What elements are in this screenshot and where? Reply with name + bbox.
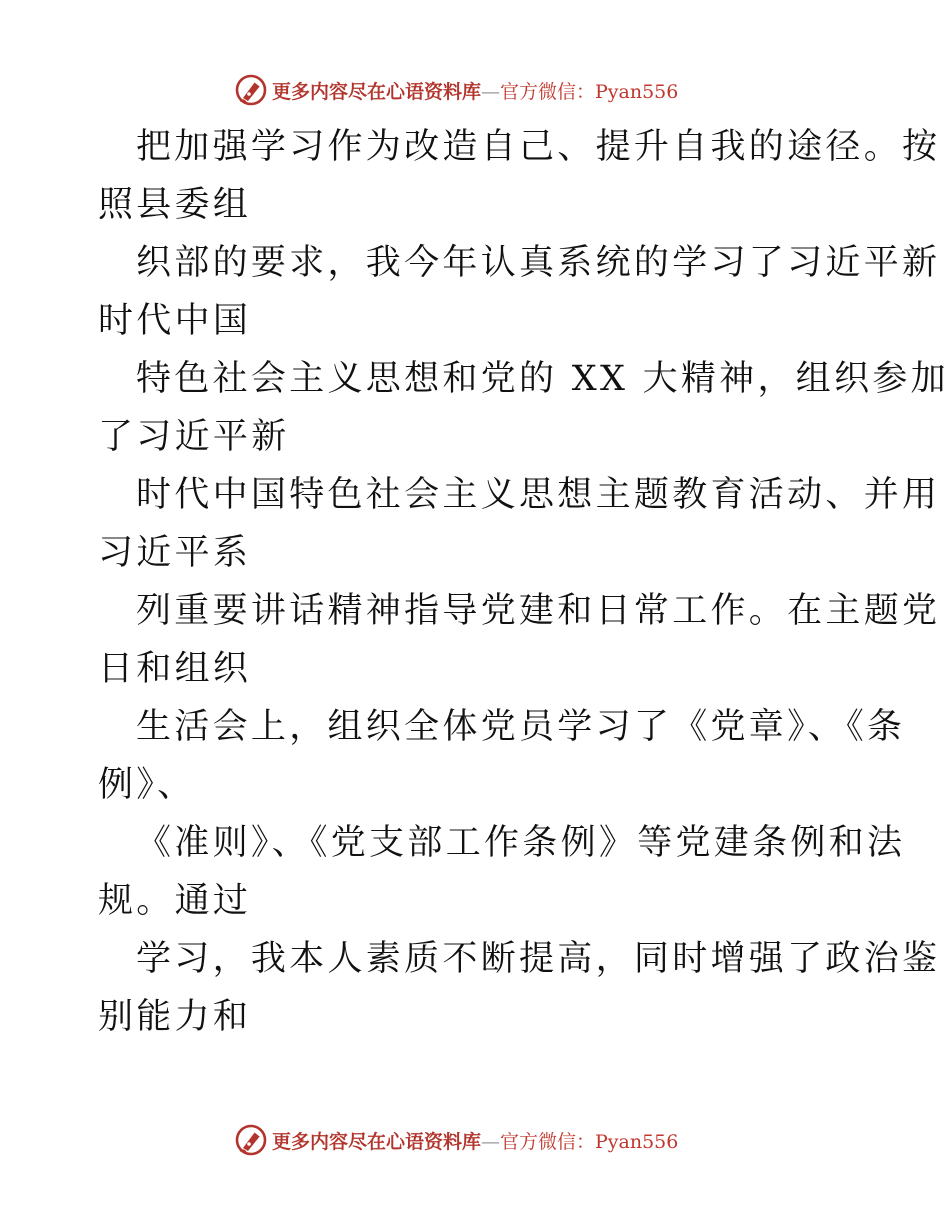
- body-line: 例》、: [98, 765, 196, 805]
- footer-banner-wechat: 官方微信：Pyan556: [500, 1130, 679, 1153]
- body-line: 把加强学习作为改造自己、提升自我的途径。按: [136, 127, 941, 167]
- header-banner: [234, 72, 714, 108]
- body-line: 照县委组: [98, 185, 252, 225]
- body-line: 学习，我本人素质不断提高，同时增强了政治鉴: [136, 939, 941, 979]
- header-banner-dash: —: [481, 80, 501, 103]
- body-line: 习近平系: [98, 533, 252, 573]
- body-line: 《准则》、《党支部工作条例》等党建条例和法: [136, 823, 906, 863]
- body-line: 特色社会主义思想和党的 XX 大精神，组织参加: [136, 359, 949, 399]
- body-line: 生活会上，组织全体党员学习了《党章》、《条: [136, 707, 906, 747]
- footer-banner: [234, 1122, 714, 1158]
- body-line: 日和组织: [98, 649, 252, 689]
- body-line: 别能力和: [98, 997, 252, 1037]
- body-line: 规。通过: [98, 881, 252, 921]
- body-line: 列重要讲话精神指导党建和日常工作。在主题党: [136, 591, 941, 631]
- header-banner-prefix: 更多内容尽在心语资料库: [272, 80, 482, 103]
- document-body: [98, 118, 949, 1046]
- footer-banner-text: [272, 1127, 678, 1154]
- footer-banner-dash: —: [481, 1130, 501, 1153]
- footer-banner-prefix: 更多内容尽在心语资料库: [272, 1130, 482, 1153]
- pen-nib-logo-icon: [234, 1123, 268, 1157]
- body-line: 了习近平新: [98, 417, 290, 457]
- header-banner-text: [272, 77, 678, 104]
- header-banner-wechat: 官方微信：Pyan556: [500, 80, 679, 103]
- pen-nib-logo-icon: [234, 73, 268, 107]
- body-line: 时代中国: [98, 301, 252, 341]
- body-line: 织部的要求，我今年认真系统的学习了习近平新: [136, 243, 941, 283]
- body-line: 时代中国特色社会主义思想主题教育活动、并用: [136, 475, 941, 515]
